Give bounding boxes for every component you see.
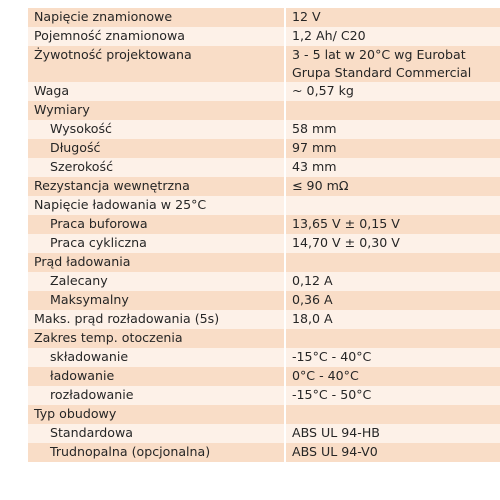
spec-label: Żywotność projektowana: [28, 46, 285, 82]
spec-value-line: ~ 0,57 kg: [292, 83, 354, 98]
spec-value: [285, 120, 500, 139]
spec-sublabel: Maksymalny: [28, 291, 285, 310]
spec-row: [28, 82, 500, 101]
spec-label: Pojemność znamionowa: [28, 27, 285, 46]
spec-row: [28, 27, 500, 46]
spec-sublabel: Długość: [28, 139, 285, 158]
spec-row: [28, 443, 500, 462]
spec-label: Typ obudowy: [28, 405, 285, 424]
spec-value-line: 97 mm: [292, 140, 337, 155]
spec-value: [285, 177, 500, 196]
spec-value-line: -15°C - 50°C: [292, 387, 372, 402]
spec-row: [28, 139, 500, 158]
spec-label: Zakres temp. otoczenia: [28, 329, 285, 348]
spec-row: [28, 291, 500, 310]
spec-label: Waga: [28, 82, 285, 101]
spec-row: [28, 8, 500, 27]
spec-sublabel: składowanie: [28, 348, 285, 367]
spec-row: [28, 253, 500, 272]
spec-value-line: ABS UL 94-HB: [292, 425, 380, 440]
spec-value: [285, 310, 500, 329]
spec-table: [28, 8, 500, 462]
spec-value: [285, 46, 500, 82]
spec-value-line: Grupa Standard Commercial: [292, 65, 472, 80]
spec-sublabel: Zalecany: [28, 272, 285, 291]
spec-sublabel: rozładowanie: [28, 386, 285, 405]
spec-row: [28, 196, 500, 215]
spec-value-line: 0,36 A: [292, 292, 333, 307]
spec-value: [285, 253, 500, 272]
spec-label: Prąd ładowania: [28, 253, 285, 272]
spec-sublabel: Standardowa: [28, 424, 285, 443]
spec-value: [285, 272, 500, 291]
spec-value: [285, 348, 500, 367]
spec-row: [28, 158, 500, 177]
spec-sublabel: Praca buforowa: [28, 215, 285, 234]
spec-value: [285, 82, 500, 101]
spec-value: [285, 424, 500, 443]
spec-value-line: 18,0 A: [292, 311, 333, 326]
spec-value-line: ≤ 90 mΩ: [292, 178, 349, 193]
spec-value: [285, 101, 500, 120]
spec-value: [285, 405, 500, 424]
spec-label: Wymiary: [28, 101, 285, 120]
spec-row: [28, 367, 500, 386]
spec-row: [28, 215, 500, 234]
spec-row: [28, 424, 500, 443]
spec-sublabel: Praca cykliczna: [28, 234, 285, 253]
spec-table-body: [28, 8, 500, 462]
spec-label: Maks. prąd rozładowania (5s): [28, 310, 285, 329]
spec-row: [28, 46, 500, 82]
spec-row: [28, 234, 500, 253]
spec-value: [285, 215, 500, 234]
spec-row: [28, 177, 500, 196]
spec-value-line: ABS UL 94-V0: [292, 444, 378, 459]
spec-sublabel: Wysokość: [28, 120, 285, 139]
spec-value: [285, 196, 500, 215]
spec-value: [285, 386, 500, 405]
spec-value-line: 14,70 V ± 0,30 V: [292, 235, 400, 250]
spec-value-line: 1,2 Ah/ C20: [292, 28, 366, 43]
spec-row: [28, 272, 500, 291]
spec-value: [285, 158, 500, 177]
spec-value-line: 0,12 A: [292, 273, 333, 288]
spec-row: [28, 329, 500, 348]
spec-row: [28, 405, 500, 424]
spec-value: [285, 367, 500, 386]
spec-row: [28, 386, 500, 405]
spec-value: [285, 329, 500, 348]
spec-value-line: 58 mm: [292, 121, 337, 136]
spec-sublabel: Szerokość: [28, 158, 285, 177]
spec-row: [28, 348, 500, 367]
spec-value: [285, 8, 500, 27]
spec-value-line: 0°C - 40°C: [292, 368, 359, 383]
spec-value-line: 43 mm: [292, 159, 337, 174]
spec-value: [285, 27, 500, 46]
spec-value: [285, 443, 500, 462]
spec-value-line: -15°C - 40°C: [292, 349, 372, 364]
spec-sublabel: Trudnopalna (opcjonalna): [28, 443, 285, 462]
spec-value: [285, 291, 500, 310]
spec-value-line: 13,65 V ± 0,15 V: [292, 216, 400, 231]
spec-value-line: 3 - 5 lat w 20°C wg Eurobat: [292, 47, 466, 62]
spec-value-line: 12 V: [292, 9, 321, 24]
spec-value: [285, 234, 500, 253]
spec-row: [28, 101, 500, 120]
spec-sublabel: ładowanie: [28, 367, 285, 386]
spec-row: [28, 310, 500, 329]
spec-row: [28, 120, 500, 139]
spec-value: [285, 139, 500, 158]
spec-label: Napięcie ładowania w 25°C: [28, 196, 285, 215]
spec-label: Napięcie znamionowe: [28, 8, 285, 27]
spec-label: Rezystancja wewnętrzna: [28, 177, 285, 196]
